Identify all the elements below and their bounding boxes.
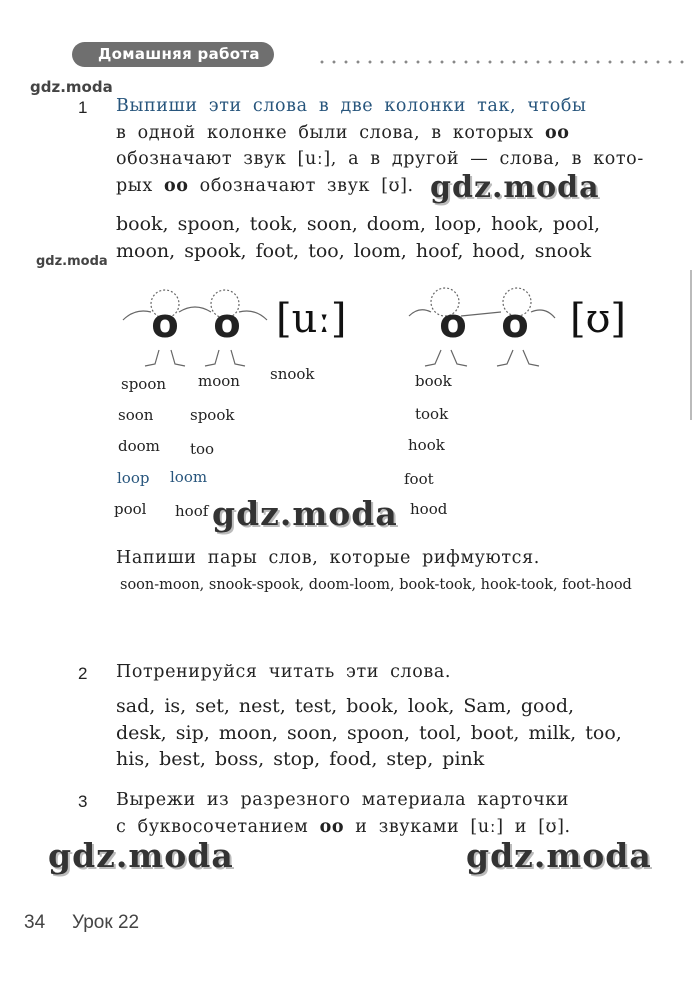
answer-word: book <box>415 372 452 390</box>
task2-line2: desk, sip, moon, soon, spoon, tool, boot, milk, too, <box>116 721 622 744</box>
rhyme-prompt: Напиши пары слов, которые рифмуются. <box>116 548 540 568</box>
lesson-label: Урок 22 <box>72 912 140 933</box>
oo-bold: оо <box>163 175 189 196</box>
short-u-symbol: [ʊ] <box>570 296 627 342</box>
answer-word: moon <box>198 372 240 390</box>
svg-text:o: o <box>213 301 241 347</box>
long-u-symbol: [uː] <box>276 296 347 342</box>
task-number: 2 <box>78 664 88 683</box>
answer-word: took <box>415 405 449 423</box>
oo-bold: оо <box>319 816 345 837</box>
watermark-big: gdz.moda <box>466 836 652 875</box>
task1-line <box>116 93 676 120</box>
oo-bold: оо <box>544 122 570 143</box>
task3-line2-post: и звуками [uː] и [ʊ]. <box>344 816 571 837</box>
task2-line3: his, best, boss, stop, food, step, pink <box>116 748 485 770</box>
watermark-small: gdz.moda <box>30 78 113 96</box>
task1-line4-pre: рых <box>116 175 164 196</box>
task-number: 3 <box>78 792 88 811</box>
page-edge-line <box>690 270 692 420</box>
svg-text:o: o <box>439 301 467 347</box>
answer-word: spook <box>190 406 235 424</box>
page-number: 34 <box>24 912 46 933</box>
watermark-big: gdz.moda <box>430 170 600 205</box>
task2-line1: sad, is, set, nest, test, book, look, Sam, good, <box>116 695 575 717</box>
oo-long-illustration <box>115 272 285 372</box>
task1-line1: Выпиши эти слова в две колонки так, чтобы <box>116 96 587 116</box>
watermark-small: gdz.moda <box>36 254 108 269</box>
answer-word: loop <box>117 469 150 487</box>
task1-line4-post: обозначают звук [ʊ]. <box>188 175 414 196</box>
watermark-big: gdz.moda <box>48 836 234 875</box>
task1-line3: обозначают звук [uː], а в другой — слова, в кото- <box>116 149 644 169</box>
rhyme-answer: soon-moon, snook-spook, doom-loom, book-took, hook-took, foot-hood <box>120 577 632 593</box>
svg-text:o: o <box>151 301 179 347</box>
answer-word: hoof <box>175 502 209 520</box>
homework-banner <box>72 42 274 67</box>
task2-title: Потренируйся читать эти слова. <box>116 662 452 682</box>
svg-text:o: o <box>501 301 529 347</box>
task3-line1: Вырежи из разрезного материала карточки <box>116 790 570 810</box>
task2-word-list <box>116 693 691 773</box>
answer-word: loom <box>170 468 208 486</box>
task3-line2-pre: с буквосочетанием <box>116 816 320 837</box>
task1-line2: в одной колонке были слова, в которых <box>116 122 545 143</box>
answer-word: hook <box>408 436 445 454</box>
task1-line <box>116 120 676 147</box>
answer-word: doom <box>118 437 160 455</box>
task-number: 1 <box>78 98 88 117</box>
task3-instructions <box>116 787 676 840</box>
watermark-big: gdz.moda <box>212 494 398 533</box>
banner-title: Домашняя работа <box>72 42 274 67</box>
dotted-divider <box>316 60 688 64</box>
answer-word: pool <box>114 500 147 518</box>
word-list-line1: book, spoon, took, soon, doom, loop, hook, pool, <box>116 213 600 235</box>
answer-word: snook <box>270 365 315 383</box>
answer-word: hood <box>410 500 448 518</box>
word-list-line2: moon, spook, foot, too, loom, hoof, hood, snook <box>116 239 592 262</box>
answer-word: soon <box>118 406 154 424</box>
answer-word: foot <box>404 470 434 488</box>
answer-word: too <box>190 440 215 458</box>
oo-short-illustration <box>405 272 565 372</box>
task1-word-list <box>116 211 686 264</box>
answer-word: spoon <box>121 375 167 393</box>
